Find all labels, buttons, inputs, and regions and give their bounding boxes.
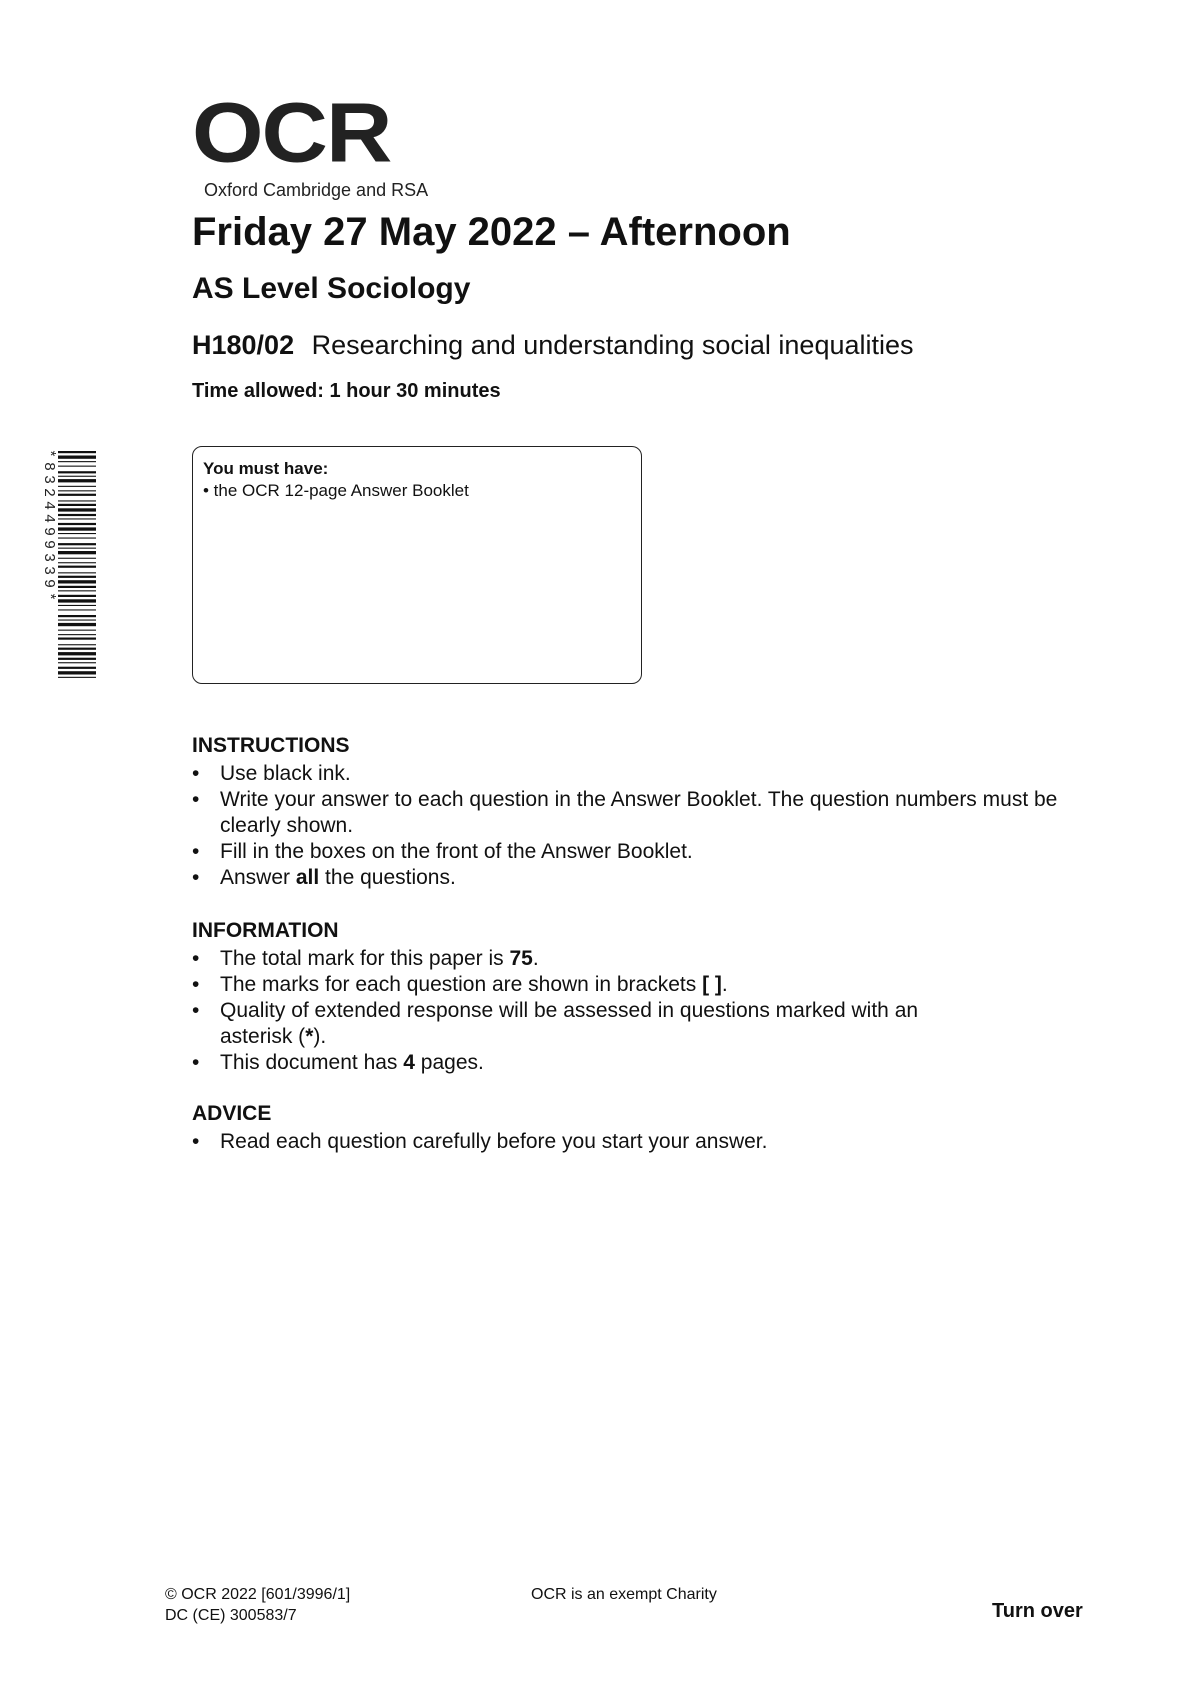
must-have-title: You must have: (203, 459, 329, 478)
must-have-item: • the OCR 12-page Answer Booklet (203, 481, 469, 500)
subject-title: AS Level Sociology (192, 272, 471, 305)
information-item: • The marks for each question are shown in brackets [ ]. (192, 972, 992, 998)
instructions-heading: INSTRUCTIONS (192, 734, 350, 757)
instruction-item: • Answer all the questions. (192, 865, 1092, 891)
advice-item: • Read each question carefully before you start your answer. (192, 1129, 992, 1155)
information-section (192, 919, 992, 1076)
paper-title: Researching and understanding social inequalities (311, 330, 914, 360)
barcode (34, 449, 98, 681)
dc-code: DC (CE) 300583/7 (165, 1607, 297, 1624)
information-heading: INFORMATION (192, 919, 339, 942)
information-item: • The total mark for this paper is 75. (192, 946, 992, 972)
turn-over-label: Turn over (992, 1600, 1083, 1622)
instruction-item: • Fill in the boxes on the front of the Answer Booklet. (192, 839, 1092, 865)
barcode-number: *8324499339* (40, 449, 57, 606)
must-have-box (192, 446, 642, 684)
exam-date-title: Friday 27 May 2022 – Afternoon (192, 210, 791, 254)
information-item: • Quality of extended response will be assessed in questions marked with an asterisk (*). (192, 998, 992, 1050)
advice-heading: ADVICE (192, 1102, 272, 1125)
instruction-item: • Write your answer to each question in the Answer Booklet. The question numbers must be clearly shown. (192, 787, 1092, 839)
ocr-logo (192, 85, 429, 201)
ocr-logo-mark: OCR (192, 85, 391, 180)
charity-text: OCR is an exempt Charity (531, 1586, 717, 1603)
ocr-logo-subtitle: Oxford Cambridge and RSA (204, 180, 429, 200)
advice-section (192, 1102, 992, 1155)
paper-code: H180/02 (192, 330, 295, 360)
instruction-item: • Use black ink. (192, 761, 1092, 787)
copyright-text: © OCR 2022 [601/3996/1] (165, 1586, 351, 1603)
paper-line (192, 330, 914, 361)
instructions-section (192, 734, 1092, 891)
time-allowed: Time allowed: 1 hour 30 minutes (192, 380, 501, 402)
barcode-bars (34, 449, 98, 681)
information-item: • This document has 4 pages. (192, 1050, 992, 1076)
footer-left (165, 1584, 350, 1626)
